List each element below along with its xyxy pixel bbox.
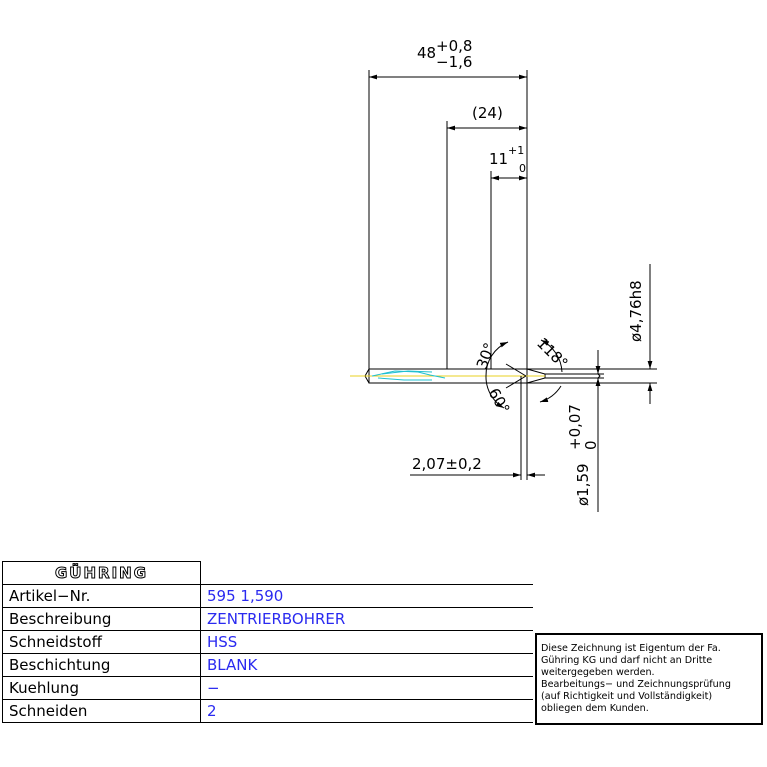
reference-length-label: (24)	[472, 104, 503, 122]
row-value: −	[201, 677, 534, 700]
row-label: Kuehlung	[3, 677, 201, 700]
logo-cell	[3, 562, 201, 585]
title-block-row	[3, 700, 534, 723]
angle-60-label: 60°	[484, 385, 514, 418]
pilot-length-upper: +1	[508, 144, 525, 157]
overall-length-nominal: 48	[417, 44, 437, 62]
title-block-table	[2, 561, 533, 723]
angle-30-label: 30°	[472, 340, 499, 372]
angle-118-label: 118°	[533, 334, 572, 373]
pilot-length-lower: 0	[519, 162, 526, 175]
row-label: Schneidstoff	[3, 631, 201, 654]
row-value: ZENTRIERBOHRER	[201, 608, 534, 631]
notice-line: Diese Zeichnung ist Eigentum der Fa.	[541, 643, 721, 654]
guehring-logo: GÜHRING	[54, 564, 149, 582]
title-block-row	[3, 677, 534, 700]
logo-spacer	[201, 562, 534, 585]
notice-line: Bearbeitungs− und Zeichnungsprüfung	[541, 679, 731, 690]
title-block-row	[3, 608, 534, 631]
row-label: Artikel−Nr.	[3, 585, 201, 608]
overall-length-lower: −1,6	[436, 53, 473, 71]
title-block-row	[3, 631, 534, 654]
pilot-diameter-nominal: ø1,59	[574, 463, 592, 506]
notice-line: obliegen dem Kunden.	[541, 703, 649, 714]
notice-line: weitergegeben werden.	[541, 667, 655, 678]
pilot-diameter-lower: 0	[582, 440, 600, 450]
title-block-row	[3, 654, 534, 677]
title-block-row	[3, 585, 534, 608]
pilot-diameter-upper: +0,07	[566, 404, 584, 450]
dimension-pilot-length	[491, 171, 527, 369]
notice-line: (auf Richtigkeit und Vollständigkeit)	[541, 691, 713, 702]
overall-length-upper: +0,8	[436, 37, 473, 55]
row-value: BLANK	[201, 654, 534, 677]
pilot-length-nominal: 11	[489, 150, 509, 168]
row-value: 2	[201, 700, 534, 723]
dimension-overall-length	[369, 70, 527, 372]
ownership-notice	[535, 633, 763, 725]
row-value: HSS	[201, 631, 534, 654]
notice-line: Gühring KG und darf nicht an Dritte	[541, 655, 713, 666]
dimension-reference-length	[447, 121, 527, 372]
row-label: Beschreibung	[3, 608, 201, 631]
shank-diameter-label: ø4,76h8	[627, 280, 645, 342]
point-length-label: 2,07±0,2	[412, 455, 482, 473]
row-value: 595 1,590	[201, 585, 534, 608]
title-block	[2, 561, 535, 727]
title-block-logo-row	[3, 562, 534, 585]
row-label: Beschichtung	[3, 654, 201, 677]
row-label: Schneiden	[3, 700, 201, 723]
